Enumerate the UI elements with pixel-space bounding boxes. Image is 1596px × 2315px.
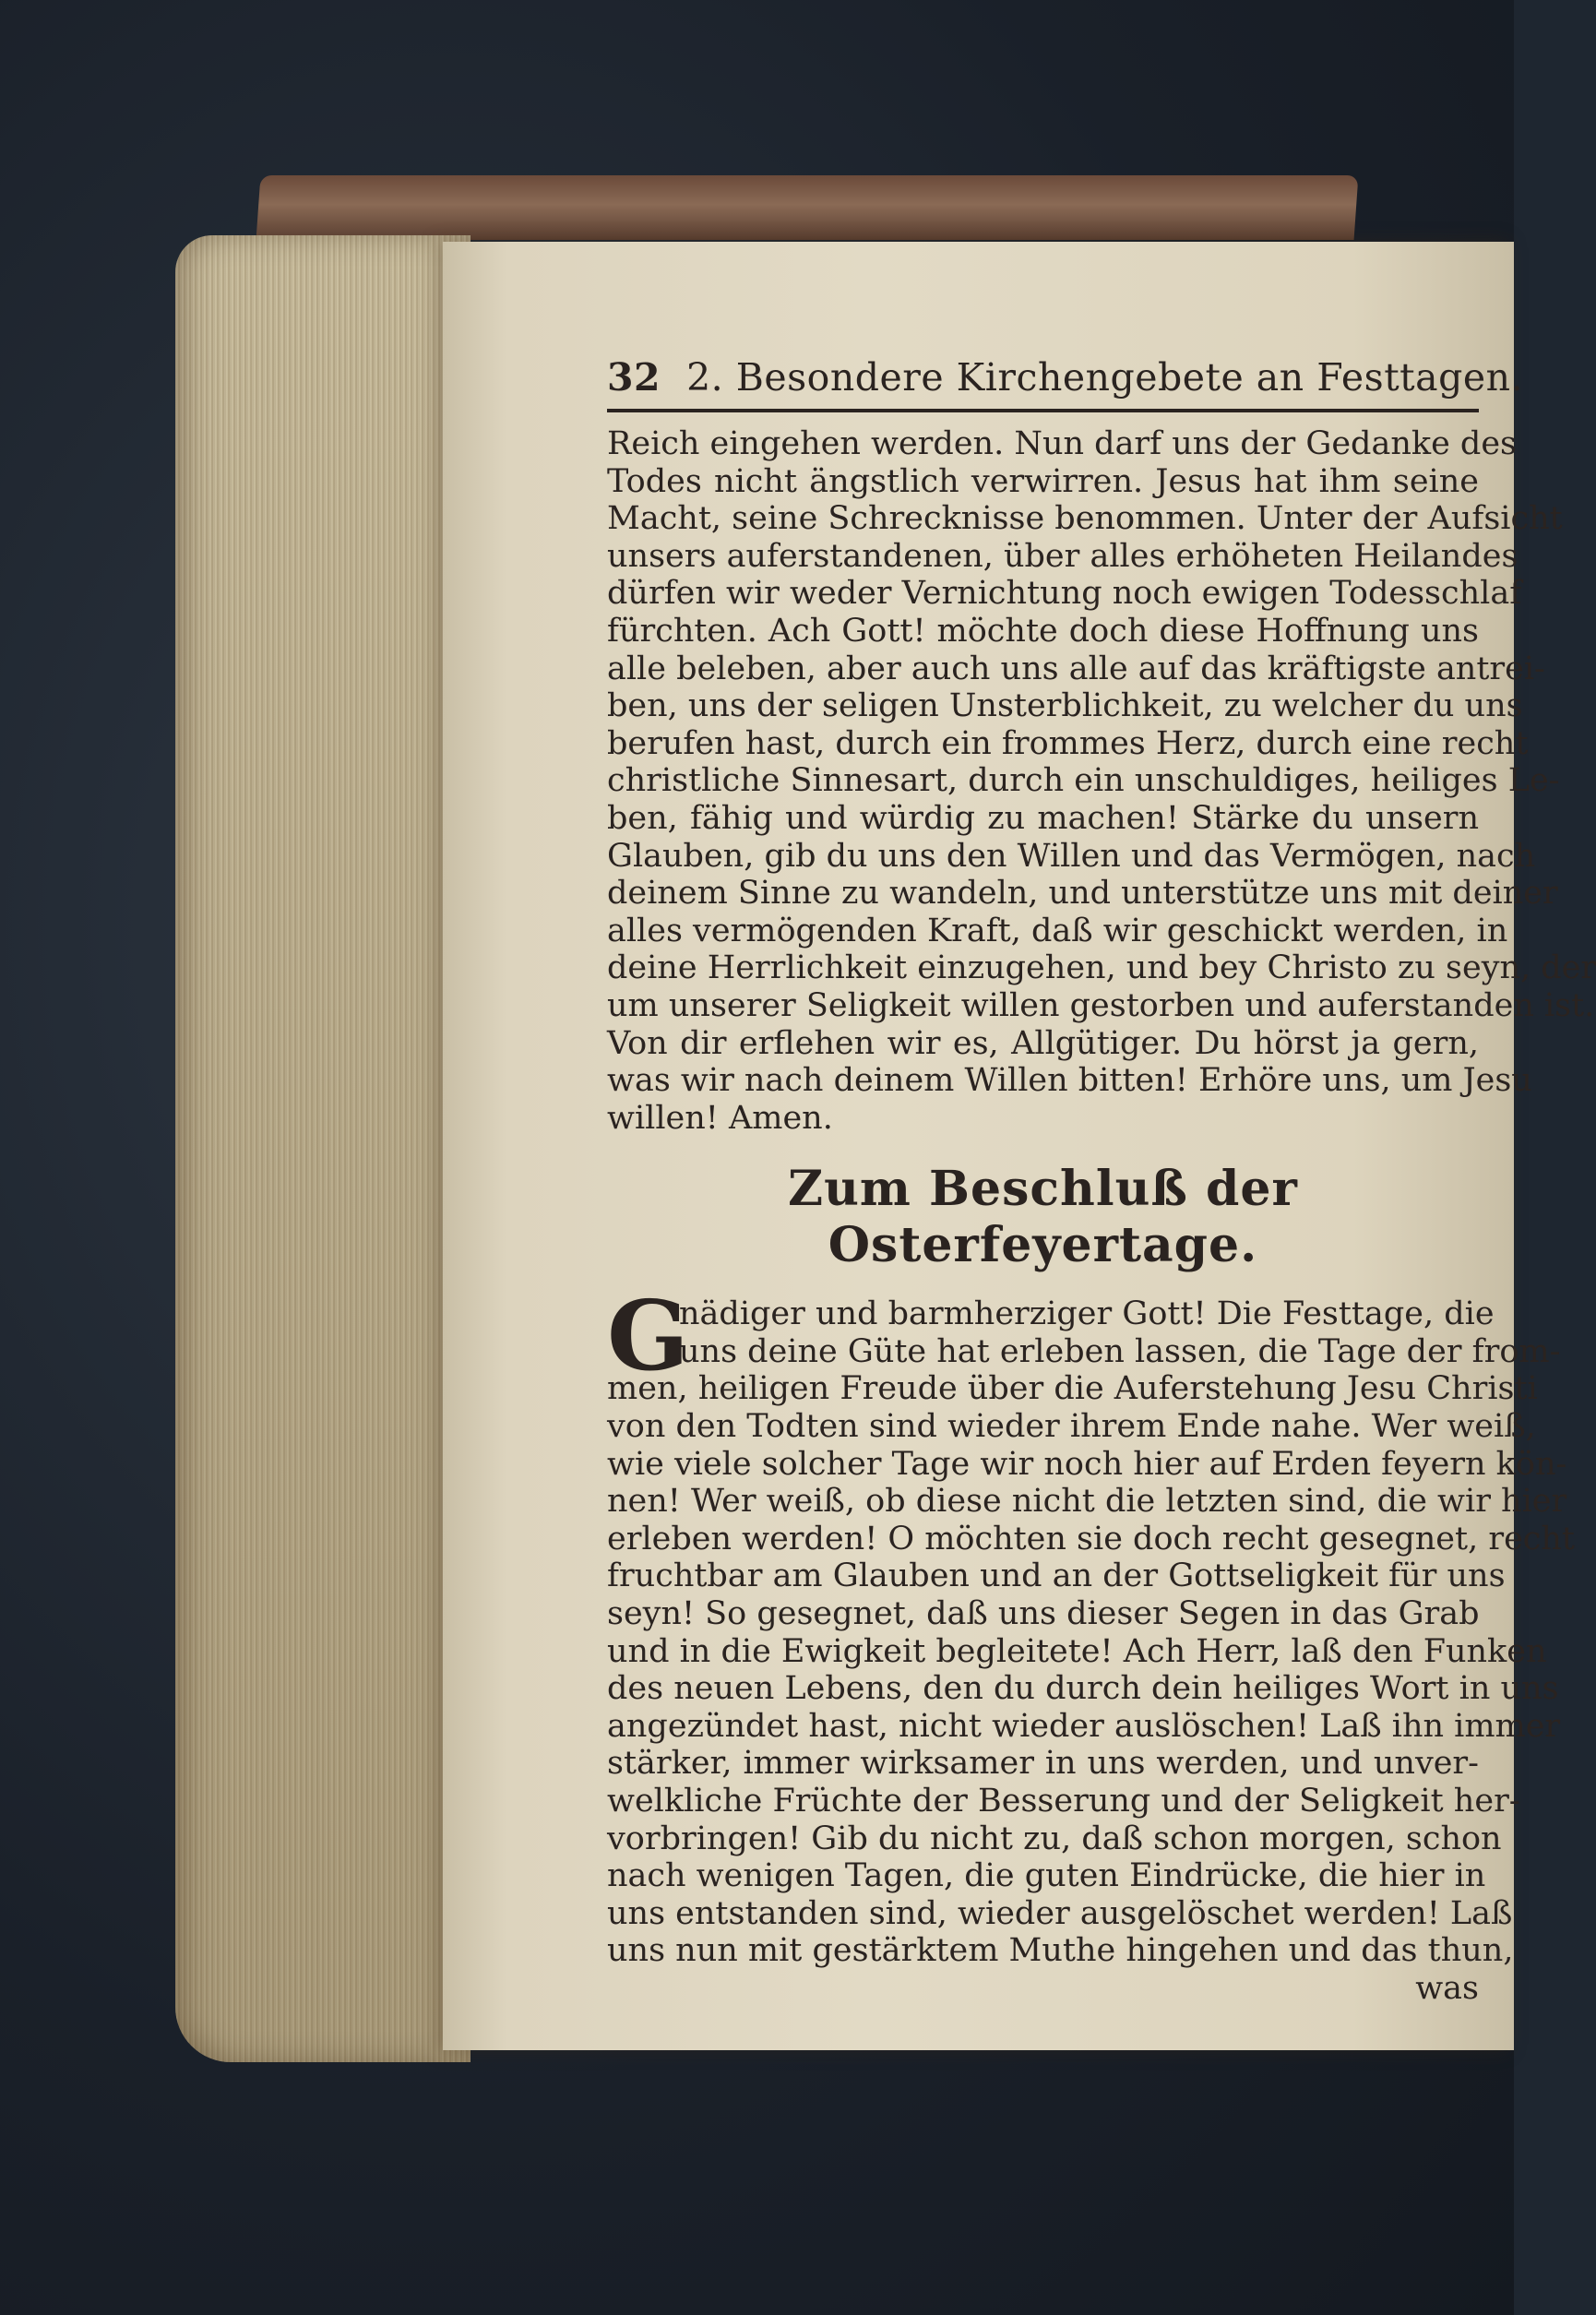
text-line: vorbringen! Gib du nicht zu, daß schon morgen, schon <box>607 1820 1502 1857</box>
text-line: unsers auferstandenen, über alles erhöheten Heilandes <box>607 537 1519 575</box>
text-line: alle beleben, aber auch uns alle auf das kräftigste antrei- <box>607 650 1545 687</box>
text-line: von den Todten sind wieder ihrem Ende nahe. Wer weiß, <box>607 1408 1536 1446</box>
text-line: uns entstanden sind, wieder ausgelöschet werden! Laß <box>607 1894 1513 1932</box>
page-content <box>607 355 1596 2008</box>
catchword: was <box>1415 1969 1479 2007</box>
text-line: seyn! So gesegnet, daß uns dieser Segen in das Grab <box>607 1595 1480 1633</box>
text-line: men, heiligen Freude über die Auferstehung Jesu Christi <box>607 1370 1538 1408</box>
text-line: uns nun mit gestärktem Muthe hingehen und das thun, <box>607 1932 1514 1970</box>
text-line: ben, uns der seligen Unsterblichkeit, zu welcher du uns <box>607 687 1523 725</box>
drop-cap: G <box>607 1279 689 1393</box>
text-line: deinem Sinne zu wandeln, und unterstütze uns mit deiner <box>607 875 1558 913</box>
paragraph-2 <box>607 1279 1575 2007</box>
text-line: fürchten. Ach Gott! möchte doch diese Hoffnung uns <box>607 612 1479 650</box>
text-line: Glauben, gib du uns den Willen und das Vermögen, nach <box>607 837 1536 875</box>
chapter-title: 2. Besondere Kirchengebete an Festtagen. <box>686 355 1524 400</box>
text-line: nen! Wer weiß, ob diese nicht die letzten sind, die wir hier <box>607 1483 1567 1521</box>
section-title: Zum Beschluß der Osterfeyertage. <box>788 1161 1298 1274</box>
text-line: stärker, immer wirksamer in uns werden, und unver- <box>607 1745 1479 1783</box>
text-line: Macht, seine Schrecknisse benommen. Unter der Aufsicht <box>607 500 1563 538</box>
text-line: christliche Sinnesart, durch ein unschuldiges, heiliges Le- <box>607 762 1560 800</box>
text-line: Todes nicht ängstlich verwirren. Jesus hat ihm seine <box>607 462 1479 500</box>
text-line: uns deine Güte hat erleben lassen, die Tage der from- <box>679 1332 1561 1370</box>
text-line: erleben werden! O möchten sie doch recht gesegnet, recht <box>607 1520 1575 1557</box>
text-line: alles vermögenden Kraft, daß wir geschickt werden, in <box>607 912 1508 949</box>
text-line: nädiger und barmherziger Gott! Die Festtage, die <box>679 1295 1495 1333</box>
book-cover-top <box>256 175 1359 240</box>
text-line: ben, fähig und würdig zu machen! Stärke du unsern <box>607 799 1479 837</box>
text-line: um unserer Seligkeit willen gestorben und auferstanden ist. <box>607 986 1595 1024</box>
text-line: willen! Amen. <box>607 1099 833 1137</box>
text-line: und in die Ewigkeit begleitete! Ach Herr, laß den Funken <box>607 1632 1547 1670</box>
text-line: nach wenigen Tagen, die guten Eindrücke, die hier in <box>607 1857 1486 1895</box>
paragraph-2-indented-lines <box>607 1295 1561 1370</box>
page-edges <box>175 235 470 2062</box>
text-line: dürfen wir weder Vernichtung noch ewigen Todesschlaf <box>607 575 1522 613</box>
text-line: berufen hast, durch ein frommes Herz, durch eine recht <box>607 724 1529 762</box>
text-line: angezündet hast, nicht wieder auslöschen! Laß ihn immer <box>607 1707 1561 1745</box>
paragraph-1 <box>607 425 1596 1137</box>
text-line: des neuen Lebens, den du durch dein heiliges Wort in uns <box>607 1670 1559 1708</box>
page-number: 32 <box>607 355 661 400</box>
text-line: Reich eingehen werden. Nun darf uns der Gedanke des <box>607 425 1517 462</box>
text-line: Von dir erflehen wir es, Allgütiger. Du hörst ja gern, <box>607 1024 1479 1062</box>
running-head <box>607 355 1524 412</box>
text-line: fruchtbar am Glauben und an der Gottseligkeit für uns <box>607 1557 1506 1595</box>
text-line: deine Herrlichkeit einzugehen, und bey Christo zu seyn, der <box>607 949 1596 987</box>
text-line: welkliche Früchte der Besserung und der Seligkeit her- <box>607 1783 1520 1820</box>
text-line: wie viele solcher Tage wir noch hier auf Erden feyern kön- <box>607 1445 1567 1483</box>
paragraph-2-lines <box>607 1370 1575 1970</box>
text-line: was wir nach deinem Willen bitten! Erhöre uns, um Jesu <box>607 1062 1532 1100</box>
